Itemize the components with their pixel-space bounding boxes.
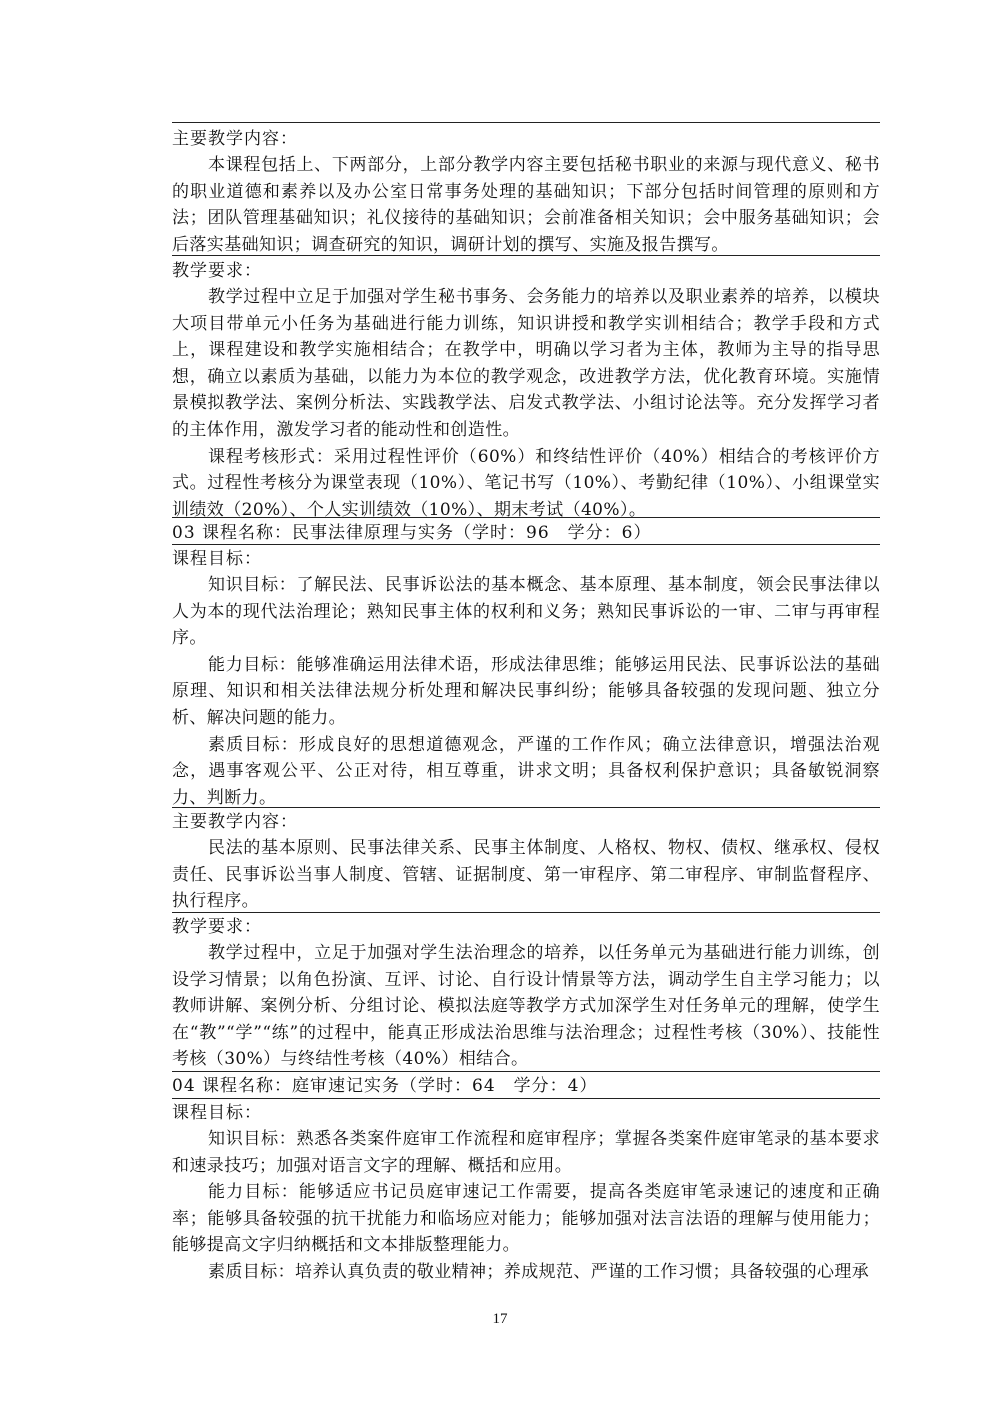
content-heading: 主要教学内容：: [172, 129, 298, 149]
ability-goal: 能力目标：能够适应书记员庭审速记工作需要，提高各类庭审笔录速记的速度和正确率；能够具备较强的抗干扰能力和临场应对能力；能够加强对法言法语的理解与使用能力；能够提高文字归纳概括和文本排版整理能力。: [172, 1182, 880, 1256]
knowledge-goal: 知识目标：熟悉各类案件庭审工作流程和庭审程序；掌握各类案件庭审笔录的基本要求和速录技巧；加强对语言文字的理解、概括和应用。: [172, 1129, 880, 1176]
knowledge-goal: 知识目标：了解民法、民事诉讼法的基本概念、基本原理、基本制度，领会民事法律以人为本的现代法治理论；熟知民事主体的权利和义务；熟知民事诉讼的一审、二审与再审程序。: [172, 575, 880, 649]
requirements-paragraph: 教学过程中，立足于加强对学生法治理念的培养，以任务单元为基础进行能力训练，创设学习情景；以角色扮演、互评、讨论、自行设计情景等方法，调动学生自主学习能力；以教师讲解、案例分析、分组讨论、模拟法庭等教学方式加深学生对任务单元的理解，使学生在“教”“学”“练”的过程中，能真正形成法治思维与法治理念；过程性考核（30%）、技能性考核（30%）与终结性考核（40%）相结合。: [172, 943, 880, 1070]
goals-heading: 课程目标：: [172, 1103, 262, 1123]
course-requirements: [172, 914, 880, 1073]
content-paragraph: 本课程包括上、下两部分，上部分教学内容主要包括秘书职业的来源与现代意义、秘书的职业道德和素养以及办公室日常事务处理的基础知识；下部分包括时间管理的原则和方法；团队管理基础知识；礼仪接待的基础知识；会前准备相关知识；会中服务基础知识；会后落实基础知识；调查研究的知识，调研计划的撰写、实施及报告撰写。: [172, 155, 880, 255]
table-rule: [172, 1071, 880, 1072]
requirements-heading: 教学要求：: [172, 261, 262, 281]
table-rule: [172, 544, 880, 545]
course-goals: [172, 546, 880, 811]
table-rule: [172, 1098, 880, 1099]
requirements-paragraph: 教学过程中立足于加强对学生秘书事务、会务能力的培养以及职业素养的培养，以模块大项目带单元小任务为基础进行能力训练，知识讲授和教学实训相结合；教学手段和方式上，课程建设和教学实施相结合；在教学中，明确以学习者为主体，教师为主导的指导思想，确立以素质为基础，以能力为本位的教学观念，改进教学方法，优化教育环境。实施情景模拟教学法、案例分析法、实践教学法、启发式教学法、小组讨论法等。充分发挥学习者的主体作用，激发学习者的能动性和创造性。: [172, 287, 880, 440]
section-content: [172, 126, 880, 258]
table-rule: [172, 255, 880, 256]
course-goals: [172, 1100, 880, 1286]
content-heading: 主要教学内容：: [172, 812, 298, 832]
quality-goal: 素质目标：培养认真负责的敬业精神；养成规范、严谨的工作习惯；具备较强的心理承: [208, 1261, 870, 1282]
page-number: 17: [492, 1311, 508, 1327]
requirements-heading: 教学要求：: [172, 917, 262, 937]
course-title: 04 课程名称：庭审速记实务（学时：64 学分：4）: [172, 1076, 598, 1096]
goals-heading: 课程目标：: [172, 549, 262, 569]
ability-goal: 能力目标：能够准确运用法律术语，形成法律思维；能够运用民法、民事诉讼法的基础原理、知识和相关法律法规分析处理和解决民事纠纷；能够具备较强的发现问题、独立分析、解决问题的能力。: [172, 654, 880, 728]
course-content: [172, 809, 880, 915]
content-paragraph: 民法的基本原则、民事法律关系、民事主体制度、人格权、物权、债权、继承权、侵权责任、民事诉讼当事人制度、管辖、证据制度、第一审程序、第二审程序、审制监督程序、执行程序。: [172, 838, 880, 912]
quality-goal: 素质目标：形成良好的思想道德观念，严谨的工作作风；确立法律意识，增强法治观念，遇事客观公平、公正对待，相互尊重，讲求文明；具备权利保护意识；具备敏锐洞察力、判断力。: [172, 734, 880, 808]
table-rule: [172, 122, 880, 123]
table-rule: [172, 807, 880, 808]
table-rule: [172, 912, 880, 913]
course-title: 03 课程名称：民事法律原理与实务（学时：96 学分：6）: [172, 523, 652, 543]
table-rule: [172, 517, 880, 518]
assessment-paragraph: 课程考核形式：采用过程性评价（60%）和终结性评价（40%）相结合的考核评价方式。过程性考核分为课堂表现（10%）、笔记书写（10%）、考勤纪律（10%）、小组课堂实训绩效（20%）、个人实训绩效（10%）、期末考试（40%）。: [172, 446, 880, 520]
section-requirements: [172, 258, 880, 523]
